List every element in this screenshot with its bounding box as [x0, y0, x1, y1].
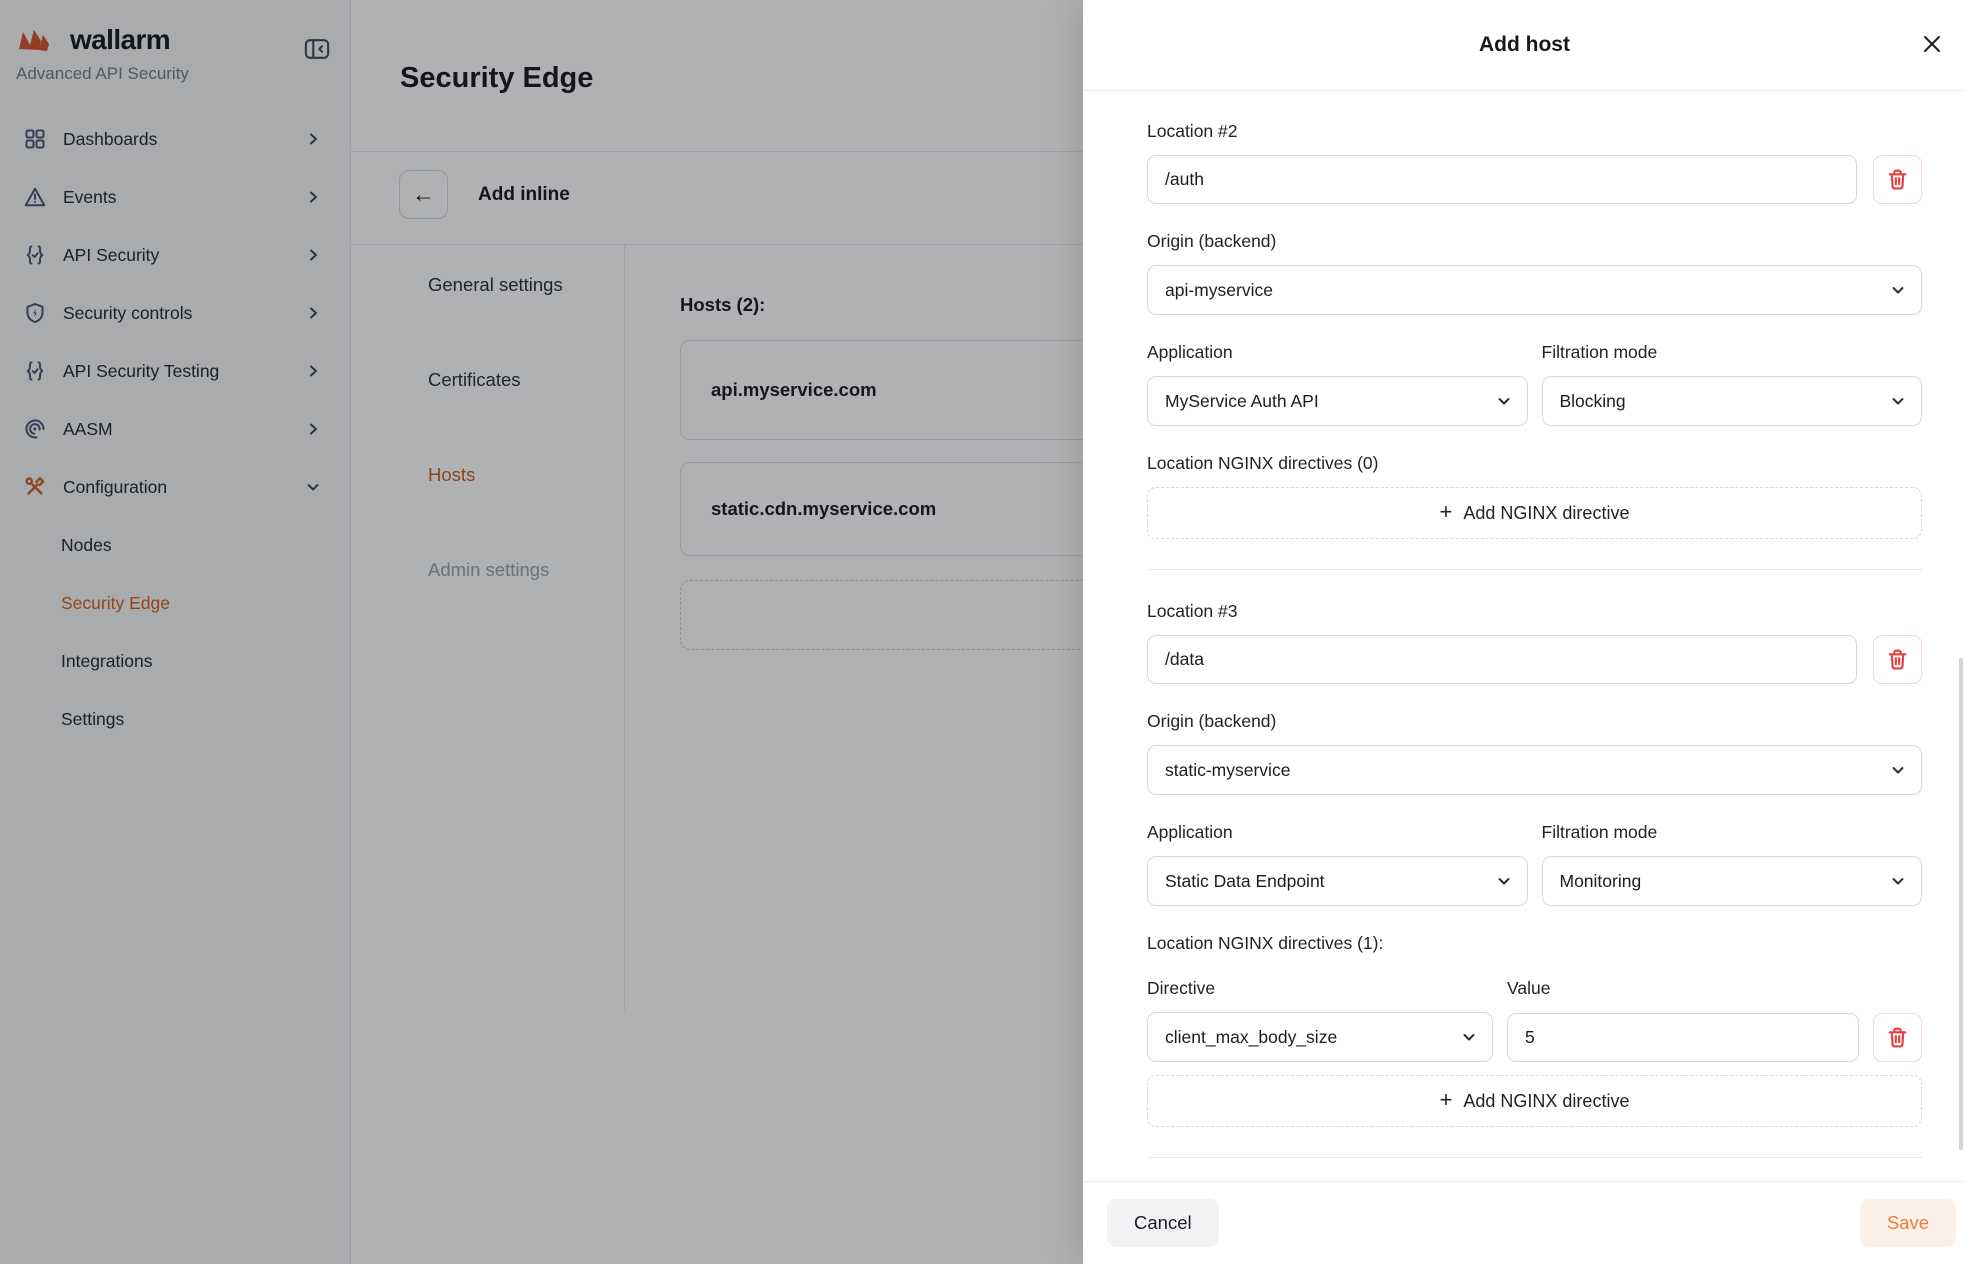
- chevron-down-icon: [1890, 393, 1906, 409]
- cancel-button[interactable]: Cancel: [1107, 1199, 1219, 1247]
- sidebar-item-label: Events: [63, 186, 117, 207]
- inline-title: Add inline: [478, 183, 570, 205]
- tab-hosts[interactable]: Hosts: [428, 464, 476, 485]
- sidebar-item-label: AASM: [63, 418, 113, 439]
- drawer-title: Add host: [1479, 33, 1570, 56]
- sidebar-item-label: Security controls: [63, 302, 193, 323]
- save-button[interactable]: Save: [1860, 1199, 1956, 1247]
- sidebar-item-label: Nodes: [61, 534, 112, 555]
- directive-column-headers: [1147, 978, 1922, 999]
- add-nginx-directive-button[interactable]: [1147, 1075, 1922, 1127]
- filtration-mode-select[interactable]: [1542, 376, 1923, 426]
- chevron-down-icon: [1890, 282, 1906, 298]
- brand-name: wallarm: [70, 24, 171, 55]
- sidebar-item-label: Dashboards: [63, 128, 158, 149]
- chevron-down-icon: [1461, 1029, 1477, 1045]
- nginx-directives-label: Location NGINX directives (1):: [1147, 933, 1384, 953]
- application-select[interactable]: [1147, 376, 1528, 426]
- hosts-heading: Hosts (2):: [680, 294, 766, 315]
- location-label: Location #2: [1147, 121, 1238, 141]
- sidebar-item-label: Settings: [61, 708, 125, 729]
- location-input[interactable]: [1147, 635, 1857, 684]
- page-title: Security Edge: [400, 62, 594, 94]
- filtration-mode-select-value: Blocking: [1559, 390, 1626, 411]
- plus-icon: +: [1439, 499, 1453, 524]
- location-label: Location #3: [1147, 601, 1238, 621]
- arrow-left-icon: ←: [412, 181, 435, 207]
- trash-icon: [1885, 1024, 1911, 1050]
- sidebar-item-label: API Security Testing: [63, 360, 220, 381]
- sidebar-item-label: Integrations: [61, 650, 153, 671]
- add-nginx-directive-label: Add NGINX directive: [1463, 502, 1630, 523]
- directive-select-value: client_max_body_size: [1165, 1026, 1338, 1047]
- delete-location-button[interactable]: [1873, 635, 1922, 684]
- delete-directive-button[interactable]: [1873, 1013, 1922, 1062]
- host-name: static.cdn.myservice.com: [711, 498, 937, 519]
- add-host-drawer: [1083, 0, 1966, 1264]
- origin-select-value: static-myservice: [1165, 759, 1291, 780]
- application-select[interactable]: [1147, 856, 1528, 906]
- add-nginx-directive-button[interactable]: [1147, 487, 1922, 539]
- delete-location-button[interactable]: [1873, 155, 1922, 204]
- divider: [1147, 1157, 1922, 1158]
- filtration-mode-select-value: Monitoring: [1559, 870, 1642, 891]
- location-input[interactable]: [1147, 155, 1857, 204]
- tab-certificates[interactable]: Certificates: [428, 369, 521, 390]
- application-select-value: Static Data Endpoint: [1165, 870, 1325, 891]
- application-label: Application: [1147, 822, 1233, 842]
- nginx-directives-label: Location NGINX directives (0): [1147, 453, 1379, 473]
- close-icon: [1919, 31, 1945, 57]
- filtration-mode-select[interactable]: [1542, 856, 1923, 906]
- sidebar-item-label: API Security: [63, 244, 160, 265]
- origin-select[interactable]: [1147, 745, 1922, 795]
- drawer-header: [1083, 0, 1966, 91]
- chevron-down-icon: [1496, 873, 1512, 889]
- tab-admin-settings: Admin settings: [428, 559, 550, 580]
- drawer-footer: [1083, 1181, 1966, 1264]
- plus-icon: +: [1439, 1087, 1453, 1112]
- sidebar-item-label: Security Edge: [61, 592, 170, 613]
- origin-select-value: api-myservice: [1165, 279, 1273, 300]
- host-name: api.myservice.com: [711, 379, 877, 400]
- scrollbar-thumb[interactable]: [1959, 658, 1963, 1150]
- origin-label: Origin (backend): [1147, 231, 1277, 251]
- drawer-body: [1083, 92, 1966, 1181]
- divider: [1147, 569, 1922, 570]
- add-nginx-directive-label: Add NGINX directive: [1463, 1090, 1630, 1111]
- trash-icon: [1885, 647, 1911, 673]
- application-label: Application: [1147, 342, 1233, 362]
- origin-select[interactable]: [1147, 265, 1922, 315]
- tab-general-settings[interactable]: General settings: [428, 274, 563, 295]
- value-column-label: Value: [1507, 978, 1551, 998]
- filtration-mode-label: Filtration mode: [1541, 822, 1658, 842]
- directive-column-label: Directive: [1147, 978, 1216, 998]
- sidebar-item-label: Configuration: [63, 476, 168, 497]
- chevron-down-icon: [1890, 873, 1906, 889]
- chevron-down-icon: [1496, 393, 1512, 409]
- directive-row: [1147, 1012, 1922, 1062]
- brand-subtitle: Advanced API Security: [16, 64, 189, 83]
- directive-value-input[interactable]: [1507, 1013, 1859, 1062]
- chevron-down-icon: [1890, 762, 1906, 778]
- trash-icon: [1885, 167, 1911, 193]
- application-select-value: MyService Auth API: [1165, 390, 1319, 411]
- origin-label: Origin (backend): [1147, 711, 1277, 731]
- close-button[interactable]: [1914, 26, 1950, 62]
- filtration-mode-label: Filtration mode: [1541, 342, 1658, 362]
- directive-select[interactable]: [1147, 1012, 1493, 1062]
